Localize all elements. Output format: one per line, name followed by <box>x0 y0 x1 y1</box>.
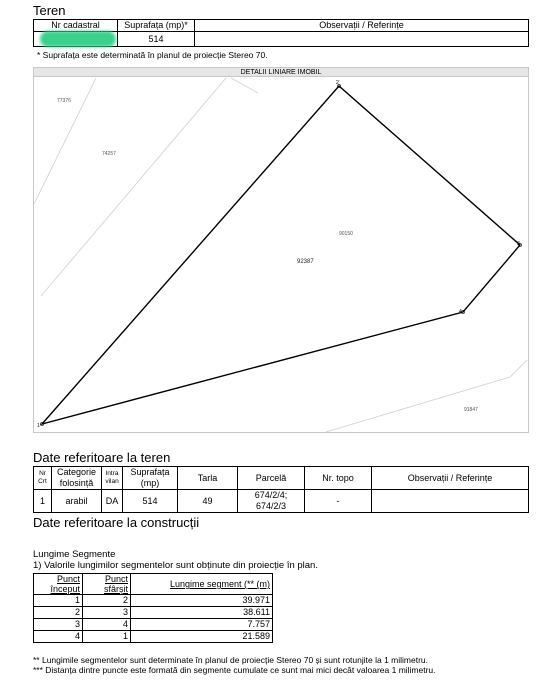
neighbour-boundary-line <box>34 78 96 204</box>
parcel-label: 91847 <box>464 407 478 413</box>
table-row <box>34 619 273 631</box>
col-nr-cadastral: Nr cadastral <box>34 20 118 32</box>
neighbour-boundary-line <box>326 377 510 432</box>
table-row <box>34 595 273 607</box>
cell-length: 39.971 <box>131 595 273 607</box>
vertex-label: 4 <box>459 309 462 315</box>
cell-length: 21.589 <box>131 631 273 643</box>
col-observatii: Observații / Referințe <box>372 467 529 490</box>
neighbour-boundary-line <box>510 360 527 377</box>
segmente-note-1: ** Lungimile segmentelor sunt determinate în planul de proiecție Stereo 70 și sunt rotunjite la 1 milimetru. <box>33 655 428 665</box>
segmente-intro: 1) Valorile lungimilor segmentelor sunt obținute din proiecție în plan. <box>33 560 318 571</box>
col-punct-sfarsit: Punct sfârșit <box>83 574 131 595</box>
segmente-title: Lungime Segmente <box>33 549 116 560</box>
cell-start: 2 <box>34 607 83 619</box>
segmente-header <box>34 574 273 595</box>
col-categorie: Categorie folosință <box>52 467 102 490</box>
parcel-label: 77376 <box>57 98 71 104</box>
col-lungime-segment: Lungime segment (** (m) <box>131 574 273 595</box>
vertex-label: 1 <box>37 423 40 429</box>
cell-length: 38.611 <box>131 607 273 619</box>
cell-end: 2 <box>83 595 131 607</box>
col-nr-crt: Nr Crt <box>34 467 52 490</box>
parcel-label: 74257 <box>102 151 116 157</box>
cell-tarla: 49 <box>178 490 238 513</box>
section-title-teren: Teren <box>33 3 66 18</box>
cell-end: 1 <box>83 631 131 643</box>
cell-length: 7.757 <box>131 619 273 631</box>
col-intravilan: Intra vilan <box>102 467 123 490</box>
cell-start: 1 <box>34 595 83 607</box>
cell-start: 3 <box>34 619 83 631</box>
col-suprafata: Suprafața (mp)* <box>118 20 195 32</box>
vertex-label: 3 <box>517 241 520 247</box>
cell-suprafata: 514 <box>118 32 195 47</box>
table-row <box>34 631 273 643</box>
col-observatii: Observații / Referințe <box>195 20 529 32</box>
cell-nr-crt: 1 <box>34 490 52 513</box>
cell-end: 4 <box>83 619 131 631</box>
section-title-date-constructii: Date referitoare la construcții <box>33 515 200 530</box>
segmente-table <box>33 573 273 643</box>
cell-observatii <box>372 490 529 513</box>
col-punct-inceput: Punct început <box>34 574 83 595</box>
segmente-note-2: *** Distanța dintre puncte este formată din segmente cumulate ce sunt mai mici decât valoarea 1 milimetru. <box>33 665 436 675</box>
cell-nr-topo: - <box>305 490 372 513</box>
cell-start: 4 <box>34 631 83 643</box>
col-parcela: Parcelă <box>238 467 305 490</box>
col-tarla: Tarla <box>178 467 238 490</box>
section-title-date-teren: Date referitoare la teren <box>33 450 171 465</box>
date-teren-table <box>33 466 529 513</box>
vertex-label: 2 <box>336 80 339 86</box>
parcel-label: 92387 <box>297 259 314 265</box>
neighbour-boundary-line <box>41 78 226 296</box>
teren-note: * Suprafața este determinată în planul de proiecție Stereo 70. <box>37 50 268 60</box>
plan-title: DETALII LINIARE IMOBIL <box>33 67 529 77</box>
col-nr-topo: Nr. topo <box>305 467 372 490</box>
parcel-label: 90150 <box>339 231 353 237</box>
table-row <box>34 607 273 619</box>
neighbour-boundary-line <box>231 78 258 93</box>
parcel-boundary <box>42 86 520 424</box>
cell-suprafata: 514 <box>123 490 178 513</box>
parcela-line-2: 674/2/3 <box>255 501 287 511</box>
cell-intravilan: DA <box>102 490 123 513</box>
col-suprafata: Suprafața (mp) <box>123 467 178 490</box>
cell-categorie: arabil <box>52 490 102 513</box>
date-teren-row <box>34 490 529 513</box>
cell-parcela <box>238 490 305 513</box>
parcela-line-1: 674/2/4; <box>254 490 288 500</box>
date-teren-header <box>34 467 529 490</box>
cell-end: 3 <box>83 607 131 619</box>
